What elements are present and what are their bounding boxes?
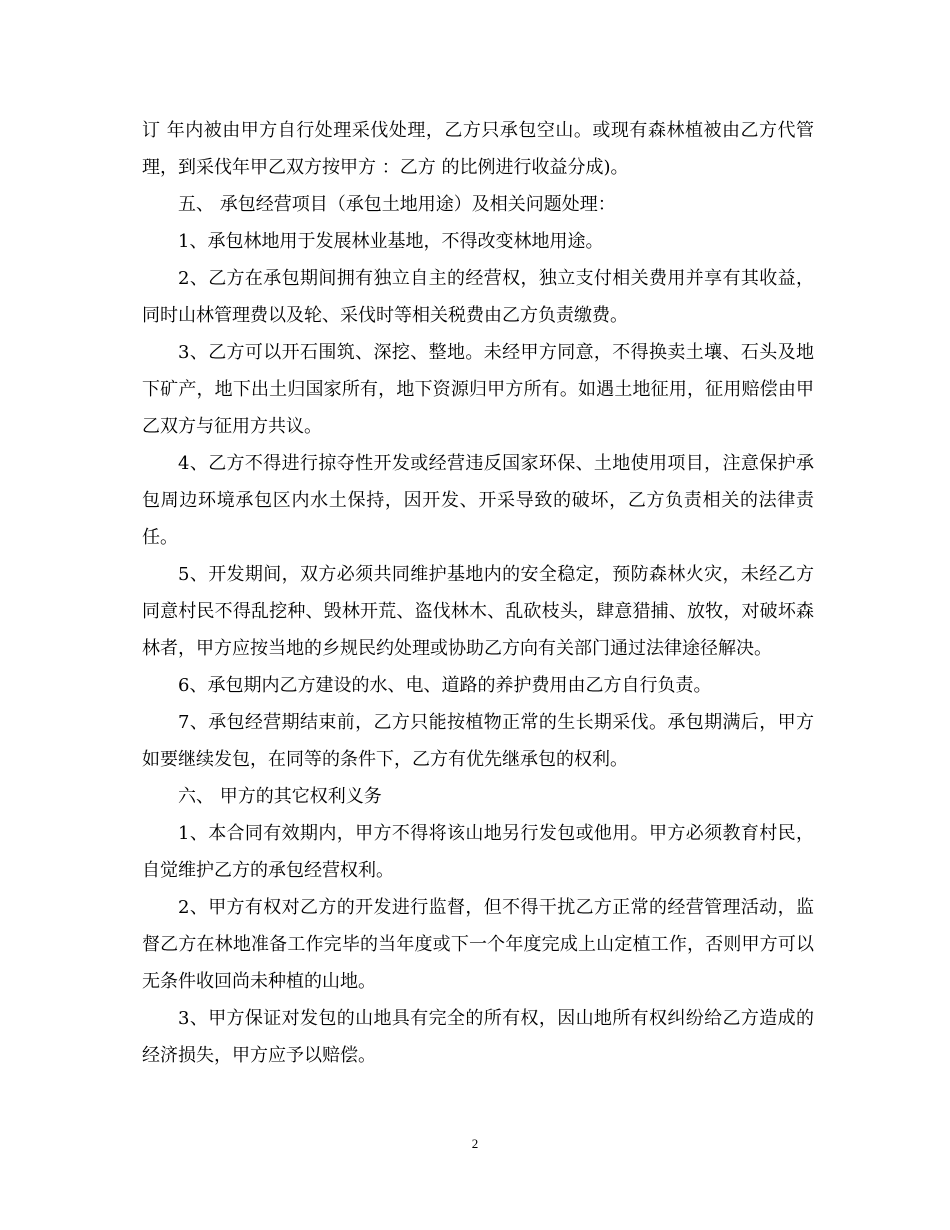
section-heading-6: 六、 甲方的其它权利义务 [178,786,382,807]
document-body [142,112,814,1074]
clause-5-3: 3、乙方可以开石围筑、深挖、整地。未经甲方同意，不得换卖土壤、石头及地下矿产，地下出土归国家所有，地下资源归甲方所有。如遇土地征用，征用赔偿由甲乙双方与征用方共议。 [142,342,814,437]
clause-5-2: 2、乙方在承包期间拥有独立自主的经营权，独立支付相关费用并享有其收益，同时山林管理费以及轮、采伐时等相关税费由乙方负责缴费。 [142,268,814,326]
paragraph-continuation: 订 年内被由甲方自行处理采伐处理，乙方只承包空山。或现有森林植被由乙方代管理，到采伐年甲乙双方按甲方 ：乙方 的比例进行收益分成)。 [142,120,814,178]
clause-6-2: 2、甲方有权对乙方的开发进行监督，但不得干扰乙方正常的经营管理活动，监督乙方在林地准备工作完毕的当年度或下一个年度完成上山定植工作，否则甲方可以无条件收回尚未种植的山地。 [142,897,814,992]
clause-5-6: 6、承包期内乙方建设的水、电、道路的养护费用由乙方自行负责。 [178,675,712,696]
page-number: 2 [471,1136,479,1151]
clause-5-1: 1、承包林地用于发展林业基地，不得改变林地用途。 [178,231,604,252]
clause-6-3: 3、甲方保证对发包的山地具有完全的所有权，因山地所有权纠纷给乙方造成的经济损失，甲方应予以赔偿。 [142,1008,814,1066]
clause-5-4: 4、乙方不得进行掠夺性开发或经营违反国家环保、土地使用项目，注意保护承包周边环境承包区内水土保持，因开发、开采导致的破坏，乙方负责相关的法律责任。 [142,453,814,548]
clause-5-5: 5、开发期间，双方必须共同维护基地内的安全稳定，预防森林火灾，未经乙方同意村民不得乱挖种、毁林开荒、盗伐林木、乱砍枝头，肆意猎捕、放牧，对破坏森林者，甲方应按当地的乡规民约处理或协助乙方向有关部门通过法律途径解决。 [142,564,814,659]
clause-6-1: 1、本合同有效期内，甲方不得将该山地另行发包或他用。甲方必须教育村民，自觉维护乙方的承包经营权利。 [142,823,814,881]
clause-5-7: 7、承包经营期结束前，乙方只能按植物正常的生长期采伐。承包期满后，甲方如要继续发包，在同等的条件下，乙方有优先继承包的权利。 [142,712,814,770]
section-heading-5: 五、 承包经营项目（承包土地用途）及相关问题处理： [178,194,616,215]
